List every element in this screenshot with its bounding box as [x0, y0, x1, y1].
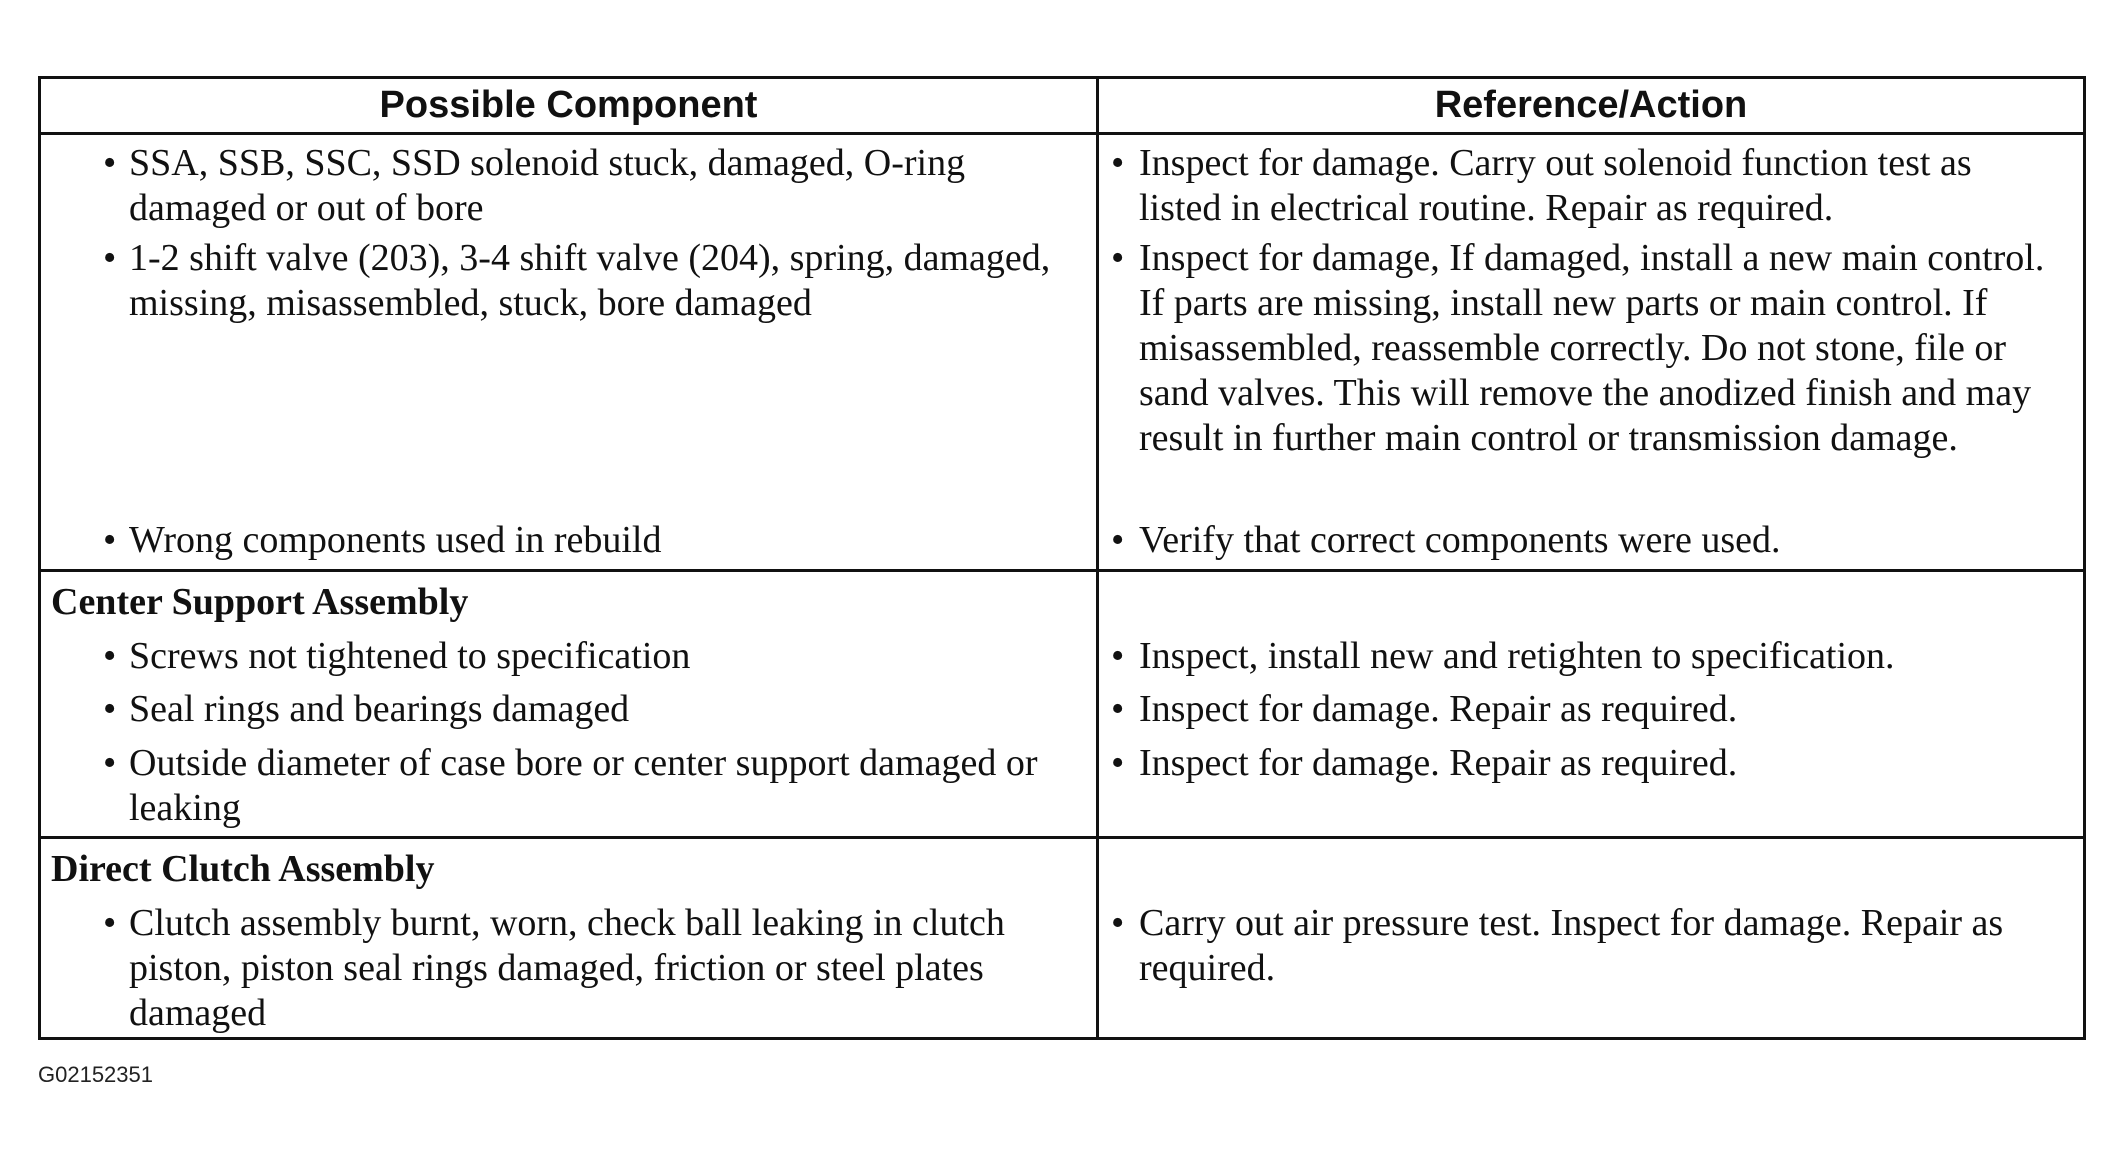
group-title-direct-clutch: Direct Clutch Assembly [51, 848, 435, 890]
component-item [103, 634, 1076, 679]
component-item [103, 518, 1076, 563]
component-item [103, 687, 1076, 732]
action-item [1111, 518, 2063, 563]
component-text: Clutch assembly burnt, worn, check ball leaking in clutch piston, piston seal rings damaged, friction or steel plates damaged [129, 902, 1005, 1034]
bullet-icon: • [103, 688, 117, 730]
action-item [1111, 687, 2063, 732]
bullet-icon: • [1111, 237, 1125, 279]
bullet-icon: • [1111, 635, 1125, 677]
component-text: SSA, SSB, SSC, SSD solenoid stuck, damaged, O-ring damaged or out of bore [129, 142, 966, 229]
component-text: Wrong components used in rebuild [129, 519, 662, 561]
bullet-icon: • [1111, 742, 1125, 784]
component-text: Screws not tightened to specification [129, 635, 691, 677]
group-title-center-support: Center Support Assembly [51, 581, 469, 623]
row-main-control-actions [1099, 135, 2083, 572]
action-item [1111, 236, 2063, 461]
bullet-icon: • [103, 742, 117, 784]
bullet-icon: • [103, 902, 117, 944]
row-center-support-components [41, 572, 1099, 839]
bullet-icon: • [1111, 688, 1125, 730]
diagnosis-table [38, 76, 2086, 1040]
action-item [1111, 741, 2063, 786]
component-item [103, 741, 1076, 831]
header-reference-action: Reference/Action [1099, 79, 2083, 135]
row-main-control-components [41, 135, 1099, 572]
component-text: 1-2 shift valve (203), 3-4 shift valve (204), spring, damaged, missing, misassembled, stuck, bore damaged [129, 237, 1051, 324]
component-item [103, 236, 1076, 326]
component-item [103, 901, 1076, 1036]
action-text: Carry out air pressure test. Inspect for damage. Repair as required. [1139, 902, 2004, 989]
row-direct-clutch-components [41, 839, 1099, 1037]
action-text: Inspect for damage, If damaged, install a new main control. If parts are missing, install new parts or main control. If misassembled, reassemble correctly. Do not stone, file or sand valves. This will remove the anodized finish and may result in further main control or transmission damage. [1139, 237, 2045, 459]
action-text: Inspect for damage. Repair as required. [1139, 688, 1738, 730]
row-center-support-actions [1099, 572, 2083, 839]
bullet-icon: • [103, 237, 117, 279]
component-item [103, 141, 1076, 231]
header-possible-component: Possible Component [41, 79, 1099, 135]
action-text: Inspect for damage. Repair as required. [1139, 742, 1738, 784]
bullet-icon: • [103, 142, 117, 184]
action-item [1111, 901, 2063, 991]
bullet-icon: • [103, 635, 117, 677]
action-text: Verify that correct components were used. [1139, 519, 1781, 561]
bullet-icon: • [1111, 902, 1125, 944]
bullet-icon: • [1111, 142, 1125, 184]
row-direct-clutch-actions [1099, 839, 2083, 1037]
action-text: Inspect, install new and retighten to specification. [1139, 635, 1895, 677]
figure-id: G02152351 [38, 1062, 153, 1087]
action-item [1111, 634, 2063, 679]
action-item [1111, 141, 2063, 231]
component-text: Outside diameter of case bore or center support damaged or leaking [129, 742, 1038, 829]
bullet-icon: • [103, 519, 117, 561]
component-text: Seal rings and bearings damaged [129, 688, 630, 730]
action-text: Inspect for damage. Carry out solenoid function test as listed in electrical routine. Repair as required. [1139, 142, 1972, 229]
bullet-icon: • [1111, 519, 1125, 561]
